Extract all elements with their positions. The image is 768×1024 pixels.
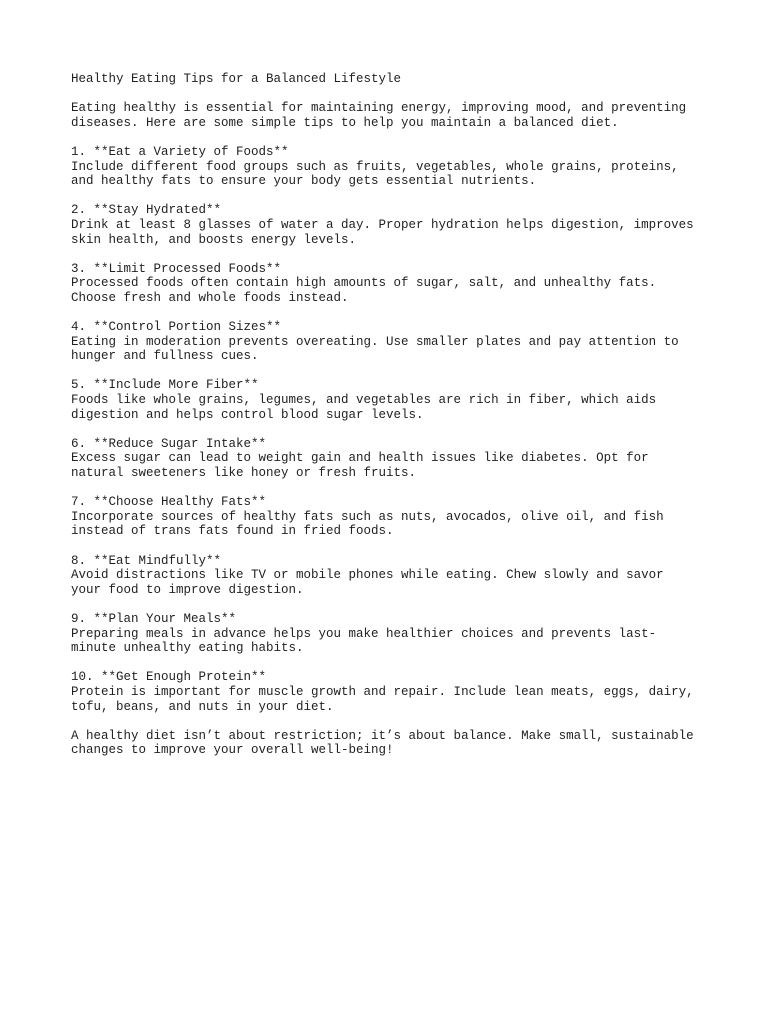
tip-heading: 6. **Reduce Sugar Intake**	[71, 436, 267, 451]
closing-line: A healthy diet isn’t about restriction; it’s about balance. Make small, sustainable	[71, 728, 694, 743]
tip-line: your food to improve digestion.	[71, 582, 304, 597]
tip-line: Foods like whole grains, legumes, and vegetables are rich in fiber, which aids	[71, 393, 657, 408]
tip-line: hunger and fullness cues.	[71, 349, 259, 364]
intro-line: diseases. Here are some simple tips to help you maintain a balanced diet.	[71, 115, 619, 130]
tip-item	[71, 670, 731, 714]
tip-item	[71, 554, 731, 598]
tip-item	[71, 612, 731, 656]
tip-item	[71, 437, 731, 481]
tip-line: Include different food groups such as fruits, vegetables, whole grains, proteins,	[71, 159, 679, 174]
tip-item	[71, 262, 731, 306]
tip-line: Choose fresh and whole foods instead.	[71, 290, 349, 305]
document-title: Healthy Eating Tips for a Balanced Lifestyle	[71, 72, 402, 86]
tip-line: Avoid distractions like TV or mobile phones while eating. Chew slowly and savor	[71, 568, 664, 583]
closing-line: changes to improve your overall well-being!	[71, 743, 394, 758]
tip-item	[71, 145, 731, 189]
tip-line: Drink at least 8 glasses of water a day. Proper hydration helps digestion, improves	[71, 217, 694, 232]
tip-heading: 2. **Stay Hydrated**	[71, 203, 222, 218]
intro-paragraph	[71, 101, 731, 130]
tip-line: instead of trans fats found in fried foods.	[71, 524, 394, 539]
tip-item	[71, 203, 731, 247]
tip-line: Protein is important for muscle growth and repair. Include lean meats, eggs, dairy,	[71, 684, 694, 699]
tip-heading: 1. **Eat a Variety of Foods**	[71, 144, 289, 159]
tip-item	[71, 495, 731, 539]
tip-heading: 5. **Include More Fiber**	[71, 378, 259, 393]
tip-heading: 3. **Limit Processed Foods**	[71, 261, 282, 276]
tip-item	[71, 320, 731, 364]
closing-paragraph	[71, 729, 731, 758]
tip-heading: 9. **Plan Your Meals**	[71, 611, 237, 626]
tip-item	[71, 378, 731, 422]
tip-line: digestion and helps control blood sugar levels.	[71, 407, 424, 422]
tip-line: natural sweeteners like honey or fresh fruits.	[71, 466, 417, 481]
document-title-block	[71, 72, 731, 87]
tip-line: and healthy fats to ensure your body gets essential nutrients.	[71, 174, 537, 189]
intro-line: Eating healthy is essential for maintaining energy, improving mood, and preventing	[71, 101, 687, 116]
tip-line: Processed foods often contain high amounts of sugar, salt, and unhealthy fats.	[71, 276, 657, 291]
tip-heading: 8. **Eat Mindfully**	[71, 553, 222, 568]
tip-line: Excess sugar can lead to weight gain and health issues like diabetes. Opt for	[71, 451, 649, 466]
tip-line: Eating in moderation prevents overeating. Use smaller plates and pay attention to	[71, 334, 679, 349]
tip-line: skin health, and boosts energy levels.	[71, 232, 357, 247]
tip-heading: 10. **Get Enough Protein**	[71, 670, 267, 685]
tip-line: tofu, beans, and nuts in your diet.	[71, 699, 334, 714]
tip-line: Incorporate sources of healthy fats such as nuts, avocados, olive oil, and fish	[71, 509, 664, 524]
tip-heading: 7. **Choose Healthy Fats**	[71, 495, 267, 510]
tip-line: minute unhealthy eating habits.	[71, 641, 304, 656]
tip-heading: 4. **Control Portion Sizes**	[71, 320, 282, 335]
document-page	[71, 72, 731, 758]
tip-line: Preparing meals in advance helps you make healthier choices and prevents last-	[71, 626, 657, 641]
